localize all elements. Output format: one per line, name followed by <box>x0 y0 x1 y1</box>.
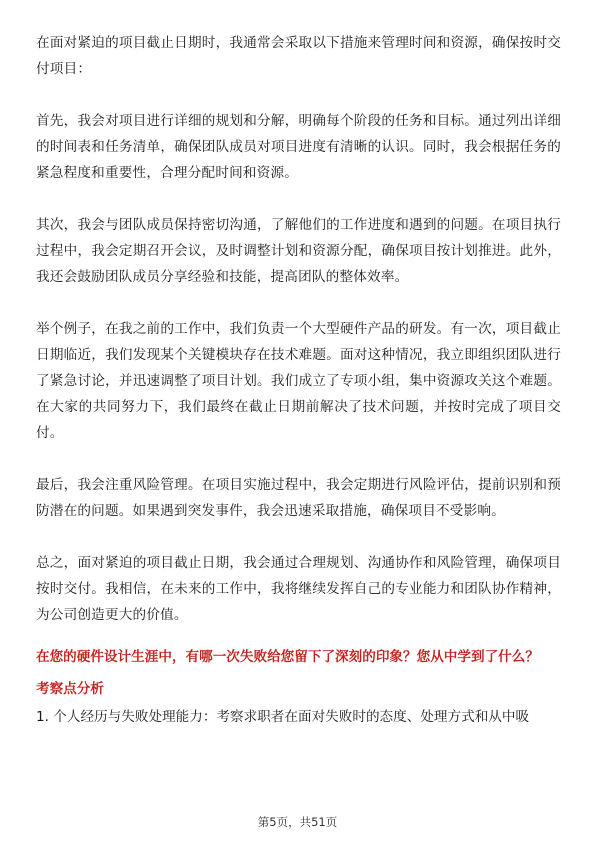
answer-paragraph-intro: 在面对紧迫的项目截止日期时，我通常会采取以下措施来管理时间和资源，确保按时交付项目： <box>36 35 561 77</box>
document-body <box>36 30 561 728</box>
interview-question: 在您的硬件设计生涯中，有哪一次失败给您留下了深刻的印象？您从中学到了什么？ <box>36 649 539 665</box>
answer-paragraph-example: 举个例子，在我之前的工作中，我们负责一个大型硬件产品的研发。有一次，项目截止日期临近，我们发现某个关键模块存在技术难题。面对这种情况，我立即组织团队进行了紧急讨论，并迅速调整了项目计划。我们成立了专项小组，集中资源攻关这个难题。在大家的共同努力下，我们最终在截止日期前解决了技术问题，并按时完成了项目交付。 <box>36 321 561 441</box>
answer-paragraph-planning: 首先，我会对项目进行详细的规划和分解，明确每个阶段的任务和目标。通过列出详细的时间表和任务清单，确保团队成员对项目进度有清晰的认识。同时，我会根据任务的紧急程度和重要性，合理分配时间和资源。 <box>36 113 561 181</box>
answer-paragraph-summary: 总之，面对紧迫的项目截止日期，我会通过合理规划、沟通协作和风险管理，确保项目按时交付。我相信，在未来的工作中，我将继续发挥自己的专业能力和团队协作精神，为公司创造更大的价值。 <box>36 555 561 623</box>
list-item: 1. 个人经历与失败处理能力：考察求职者在面对失败时的态度、处理方式和从中吸 <box>36 709 530 725</box>
section-heading: 考察点分析 <box>36 681 104 697</box>
answer-paragraph-risk: 最后，我会注重风险管理。在项目实施过程中，我会定期进行风险评估，提前识别和预防潜在的问题。如果遇到突发事件，我会迅速采取措施，确保项目不受影响。 <box>36 477 561 519</box>
page-number-footer: 第5页，共51页 <box>257 815 338 829</box>
answer-paragraph-communication: 其次，我会与团队成员保持密切沟通，了解他们的工作进度和遇到的问题。在项目执行过程中，我会定期召开会议，及时调整计划和资源分配，确保项目按计划推进。此外，我还会鼓励团队成员分享经验和技能，提高团队的整体效率。 <box>36 217 561 285</box>
